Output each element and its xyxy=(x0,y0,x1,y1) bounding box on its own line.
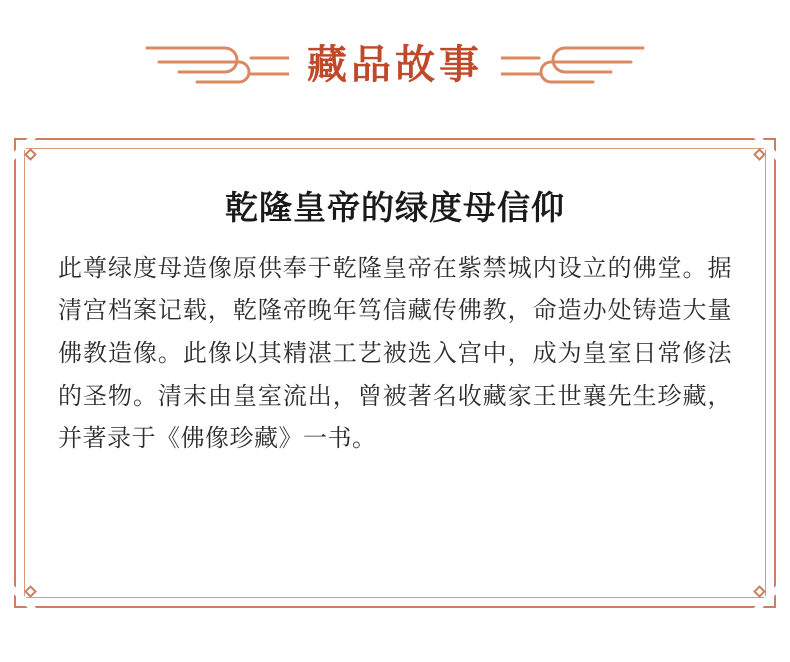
card-content xyxy=(58,180,732,574)
story-body: 此尊绿度母造像原供奉于乾隆皇帝在紫禁城内设立的佛堂。据清宫档案记载，乾隆帝晚年笃信藏传佛教，命造办处铸造大量佛教造像。此像以其精湛工艺被选入宫中，成为皇室日常修法的圣物。清末由皇室流出，曾被著名收藏家王世襄先生珍藏，并著录于《佛像珍藏》一书。 xyxy=(58,255,732,453)
page-title: 藏品故事 xyxy=(307,42,483,87)
cloud-scroll-ornament-left-icon xyxy=(139,34,289,96)
diamond-corner-ornament-top-left-icon xyxy=(22,146,56,180)
story-title: 乾隆皇帝的绿度母信仰 xyxy=(225,191,565,227)
story-card xyxy=(14,138,776,608)
diamond-corner-ornament-bottom-right-icon xyxy=(734,566,768,600)
diamond-corner-ornament-top-right-icon xyxy=(734,146,768,180)
page-header xyxy=(0,0,790,130)
diamond-corner-ornament-bottom-left-icon xyxy=(22,566,56,600)
cloud-scroll-ornament-right-icon xyxy=(501,34,651,96)
